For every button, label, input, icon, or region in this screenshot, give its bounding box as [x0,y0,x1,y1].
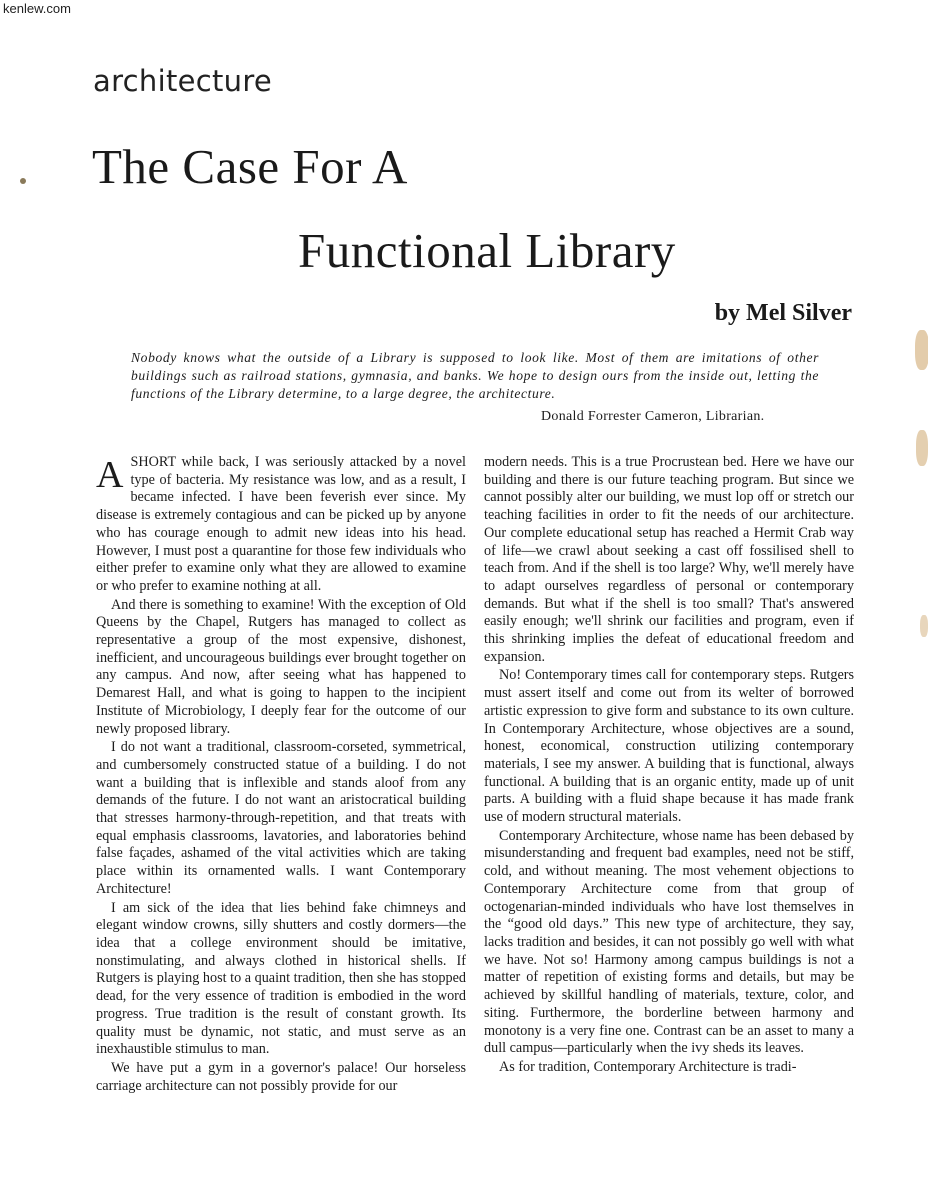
paragraph: And there is something to examine! With the exception of Old Queens by the Chapel, Rutgers has managed to collect as representative a group of the most expensive, dishonest, inefficient, and uncourageous buildings ever brought together on any campus. And now, after seeing what has happened to Demarest Hall, and what is going to happen to the incipient Institute of Microbiology, I deeply fear for the outcome of our newly proposed library. [96,596,466,737]
site-watermark: kenlew.com [3,1,71,16]
paragraph: We have put a gym in a governor's palace! Our horseless carriage architecture can not possibly provide for our [96,1059,466,1094]
paragraph [96,454,466,596]
paper-stain [916,430,928,466]
paragraph: I am sick of the idea that lies behind fake chimneys and elegant window crowns, silly shutters and costly dormers—the idea that a college environment should be imitative, nonstimulating, and always clothed in historical shells. If Rutgers is playing host to a quaint tradition, then she has stopped dead, for the very essence of tradition is embodied in the word progress. True tradition is the result of constant growth. Its quality must be dynamic, not static, and must serve as an inexhaustible stimulus to man. [96,899,466,1058]
epigraph-attribution: Donald Forrester Cameron, Librarian. [541,409,765,424]
epigraph-quote: Nobody knows what the outside of a Library is supposed to look like. Most of them are imitations of other buildings such as railroad stations, gymnasia, and banks. We hope to design ours from the inside out, letting the functions of the Library determine, to a large degree, the architecture. [131,350,819,401]
paragraph: No! Contemporary times call for contemporary steps. Rutgers must assert itself and come out from its welter of borrowed artistic expression to give form and substance to its own culture. In Contemporary Architecture, whose objectives are a sound, honest, economical, construction utilizing contemporary materials, I see my answer. A building that is functional, always functional. A building that is an organic entity, made up of unit parts. A building with a fluid shape because it has made frank use of modern structural materials. [484,667,854,826]
paper-speck [20,178,26,184]
left-column [96,454,466,1095]
paragraph: Contemporary Architecture, whose name has been debased by misunderstanding and frequent bad examples, need not be stiff, cold, and without meaning. The most vehement objections to Contemporary Architecture come from that group of octogenarian-minded individuals who have lost themselves in the “good old days.” This new type of architecture, they say, lacks tradition and besides, it can not possibly go well with what we have. Not so! Harmony among campus buildings is not a matter of repetition of existing forms and details, but may be achieved by skillful handling of materials, texture, color, and siting. Furthermore, the borderline between harmony and monotony is a very fine one. Contrast can be an asset to many a dull campus—particularly when the ivy sheds its leaves. [484,827,854,1057]
article-title-line-2: Functional Library [298,223,676,278]
drop-cap: A [96,454,124,496]
paper-stain [920,615,928,637]
section-label: architecture [93,64,273,98]
byline: by Mel Silver [714,300,852,326]
paragraph: As for tradition, Contemporary Architecture is tradi- [499,1058,797,1075]
paragraph-text: SHORT while back, I was seriously attacked by a novel type of bacteria. My resistance was low, and as a result, I became infected. I have been feverish ever since. My disease is extremely contagious and can be picked up by anyone who has courage enough to admit new ideas into his head. However, I must post a quarantine for those few individuals who either prefer to examine only what they are allowed to examine or who prefer to examine nothing at all. [96,454,466,594]
paragraph: I do not want a traditional, classroom-corseted, symmetrical, and cumbersomely constructed statue of a building. I do not want a building that is inflexible and stands aloof from any demands of the future. I do not want an aristocratical building that stresses harmony-through-repetition, and that treats with equal emphasis classrooms, lavatories, and laboratories behind false façades, ashamed of the vital activities which are taking place within its ornamented walls. I want Contemporary Architecture! [96,739,466,897]
article-title-line-1: The Case For A [92,139,408,194]
right-column [484,454,854,1077]
paragraph: modern needs. This is a true Procrustean bed. Here we have our building and there is our future teaching program. But since we cannot possibly alter our building, we must lop off or stretch our teaching facilities in order to fit the needs of our architecture. Our complete educational setup has reached a Hermit Crab way of life—we crawl about seeking a cast off fossilised shell to teach from. And if the shell is too large? Why, we'll merely have to adapt ourselves regardless of personal or contemporary demands. But what if the shell is too small? That's answered easily enough; we'll shrink our facilities and program, even if this shrinking implies the defeat of educational freedom and expansion. [484,454,854,665]
paper-stain [915,330,928,370]
